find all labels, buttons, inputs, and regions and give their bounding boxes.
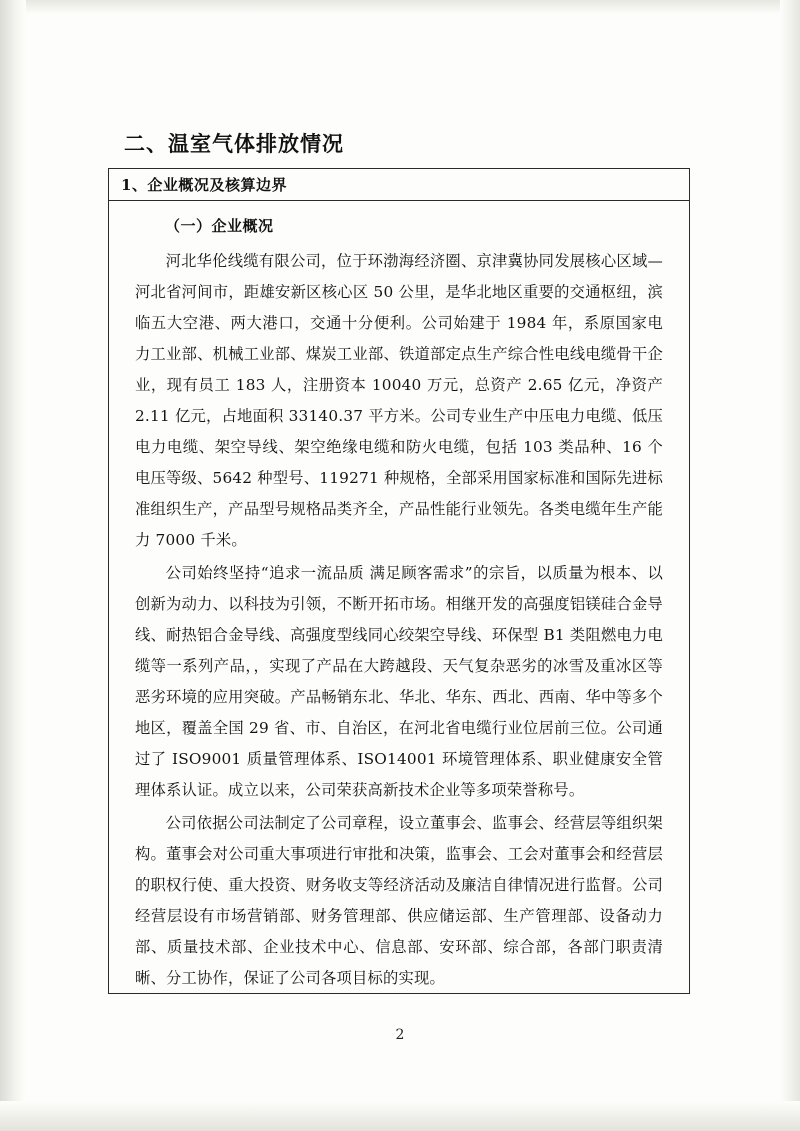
paragraph: 公司始终坚持“追求一流品质 满足顾客需求”的宗旨，以质量为根本、以创新为动力、以科技为引领，不断开拓市场。相继开发的高强度铝镁硅合金导线、耐热铝合金导线、高强度型线同心绞架空导线、环保型 B1 类阻燃电力电缆等一系列产品，，实现了产品在大跨越段、天气复杂恶劣的冰雪及重冰区等恶劣环境的应用突破。产品畅销东北、华北、华东、西北、西南、华中等多个地区，覆盖全国 29 省、市、自治区，在河北省电缆行业位居前三位。公司通过了 ISO9001 质量管理体系、ISO14001 环境管理体系、职业健康安全管理体系认证。成立以来，公司荣获高新技术企业等多项荣誉称号。 [135, 564, 663, 799]
page-number: 2 [395, 1027, 405, 1043]
scan-edge-left [0, 0, 26, 1131]
box-body [109, 201, 689, 994]
scan-edge-right [780, 0, 800, 1131]
scan-edge-bottom [0, 1101, 800, 1131]
paragraph: 河北华伦线缆有限公司，位于环渤海经济圈、京津冀协同发展核心区域—河北省河间市，距雄安新区核心区 50 公里，是华北地区重要的交通枢纽，滨临五大空港、两大港口，交通十分便利。公司始建于 1984 年，系原国家电力工业部、机械工业部、煤炭工业部、铁道部定点生产综合性电线电缆骨干企业，现有员工 183 人，注册资本 10040 万元，总资产 2.65 亿元，净资产 2.11 亿元，占地面积 33140.37 平方米。公司专业生产中压电力电缆、低压电力电缆、架空导线、架空绝缘电缆和防火电缆，包括 103 类品种、16 个电压等级、5642 种型号、119271 种规格，全部采用国家标准和国际先进标准组织生产，产品型号规格品类齐全，产品性能行业领先。各类电缆年生产能力 7000 千米。 [135, 252, 663, 549]
section-heading: 二、温室气体排放情况 [124, 131, 344, 156]
sub-heading: （一）企业概况 [165, 217, 274, 235]
company-overview-box [108, 168, 690, 994]
box-title-row [109, 169, 689, 201]
paragraph: 公司依据公司法制定了公司章程，设立董事会、监事会、经营层等组织架构。董事会对公司重大事项进行审批和决策，监事会、工会对董事会和经营层的职权行使、重大投资、财务收支等经济活动及廉洁自律情况进行监督。公司经营层设有市场营销部、财务管理部、供应储运部、生产管理部、设备动力部、质量技术部、企业技术中心、信息部、安环部、综合部，各部门职责清晰、分工协作，保证了公司各项目标的实现。 [135, 814, 663, 987]
box-title: 1、企业概况及核算边界 [121, 176, 287, 194]
scan-edge-top [0, 0, 800, 14]
